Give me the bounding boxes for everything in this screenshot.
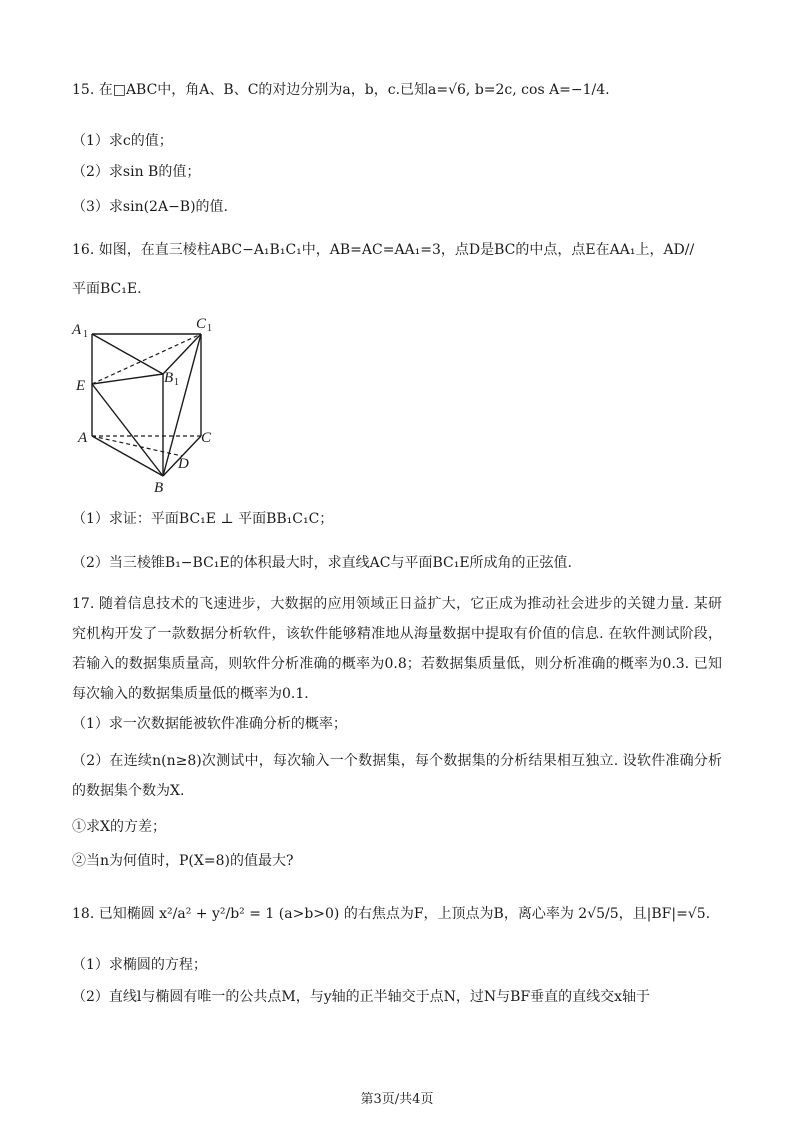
problem-16-q2: （2）当三棱锥B₁−BC₁E的体积最大时，求直线AC与平面BC₁E所成角的正弦值.: [72, 555, 572, 571]
label-c: C: [201, 430, 212, 446]
problem-17-q1: （1）求一次数据能被软件准确分析的概率；: [72, 716, 347, 732]
edge-e-b: [92, 384, 163, 476]
label-a: A: [78, 430, 88, 446]
problem-15-stem: 15. 在□ABC中，角A、B、C的对边分别为a，b，c.已知a=√6, b=2c, cos A=−1/4.: [72, 82, 610, 98]
problem-17-q2: （2）在连续n(n≥8)次测试中，每次输入一个数据集，每个数据集的分析结果相互独立. 设软件准确分析的数据集个数为X.: [72, 753, 722, 799]
svg-text:1: 1: [174, 377, 179, 388]
label-c1: C: [196, 316, 207, 332]
problem-16-stem-line2: 平面BC₁E.: [72, 281, 142, 297]
edge-c1-b: [163, 334, 201, 476]
problem-15-q1: （1）求c的值；: [72, 133, 173, 149]
label-b: B: [154, 480, 164, 496]
problem-17-q2b: ②当n为何值时，P(X=8)的值最大?: [72, 853, 294, 869]
label-e: E: [76, 378, 86, 394]
problem-15-q3: （3）求sin(2A−B)的值.: [72, 199, 228, 215]
label-d: D: [178, 456, 189, 472]
svg-text:1: 1: [207, 323, 212, 334]
label-a1: A: [72, 322, 82, 338]
problem-17-q2a: ①求X的方差；: [72, 819, 166, 835]
problem-15-q2: （2）求sin B的值；: [72, 164, 201, 180]
problem-17-stem: 17. 随着信息技术的飞速进步，大数据的应用领域正日益扩大，它正成为推动社会进步的关键力量. 某研究机构开发了一款数据分析软件，该软件能够精准地从海量数据中提取有价值的信息. 在软件测试阶段，若输入的数据集质量高，则软件分析准确的概率为0.8；若数据集质量低，则分析准确的概率为0.3. 已知每次输入的数据集质量低的概率为0.1.: [72, 596, 722, 702]
prism-figure: [68, 312, 228, 497]
edge-a-b: [92, 436, 163, 476]
edge-e-b1: [92, 374, 163, 384]
page-footer: 第3页/共4页: [360, 1092, 434, 1107]
problem-16-q1: （1）求证：平面BC₁E ⊥ 平面BB₁C₁C；: [72, 511, 334, 527]
svg-text:1: 1: [83, 329, 88, 340]
problem-18-q1: （1）求椭圆的方程；: [72, 957, 207, 973]
edge-a-d-hidden: [92, 436, 182, 456]
problem-18-q2: （2）直线l与椭圆有唯一的公共点M，与y轴的正半轴交于点N，过N与BF垂直的直线交x轴于: [72, 989, 651, 1005]
problem-16-stem-line1: 16. 如图，在直三棱柱ABC−A₁B₁C₁中，AB=AC=AA₁=3，点D是BC的中点，点E在AA₁上，AD//: [72, 242, 695, 258]
problem-18-stem: 18. 已知椭圆 x²/a² + y²/b² = 1 (a>b>0) 的右焦点为F，上顶点为B，离心率为 2√5/5，且|BF|=√5.: [72, 906, 711, 922]
label-b1: B: [164, 370, 174, 386]
